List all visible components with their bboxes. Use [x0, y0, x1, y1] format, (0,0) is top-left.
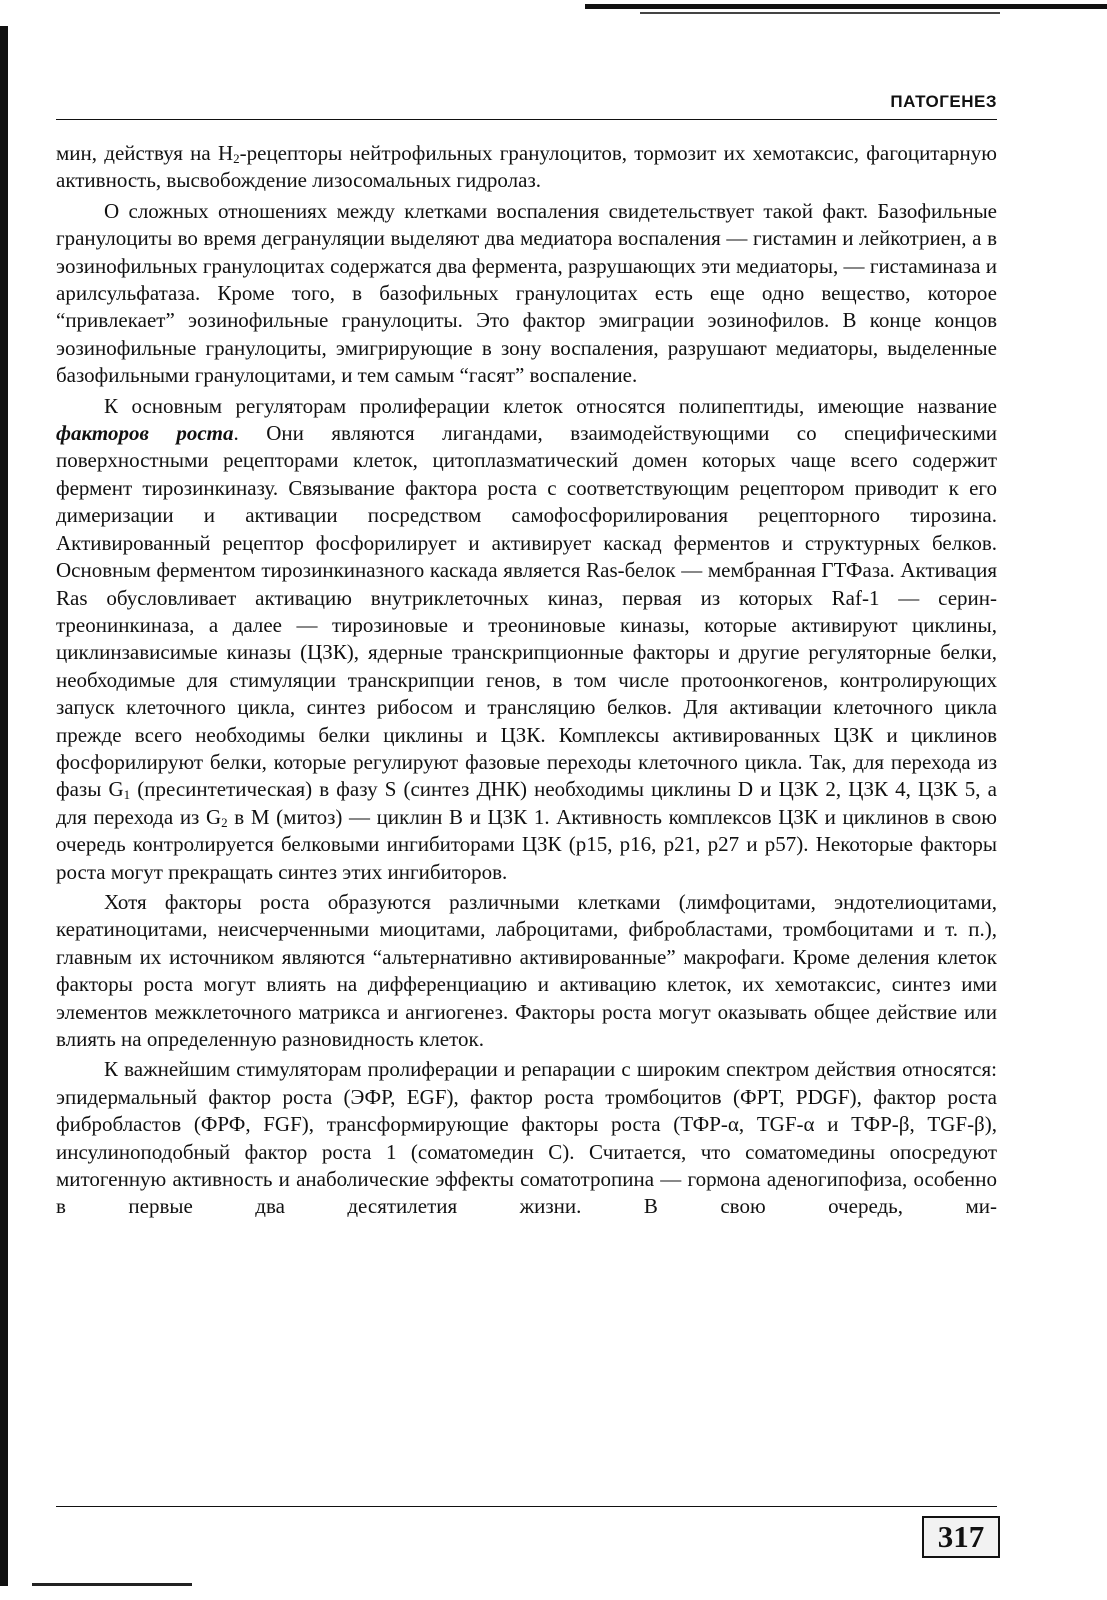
paragraph-3-text-c: (пресинтетическая) в фазу S (синтез ДНК) необходимы циклины D и ЦЗК 2, ЦЗК 4, ЦЗК 5, а для перехода из G	[56, 777, 997, 829]
paragraph-3-text-d: в M (митоз) — циклин B и ЦЗК 1. Активность комплексов ЦЗК и циклинов в свою очередь контролируется белковыми ингибиторами ЦЗК (p15, p16, p21, p27 и p57). Некоторые факторы роста могут прекращать синтез этих ингибиторов.	[56, 804, 997, 884]
paragraph-4: Хотя факторы роста образуются различными клетками (лимфоцитами, эндотелиоцитами, кератиноцитами, неисчерченными миоцитами, лаброцитами, фибробластами, тромбоцитами и т. п.), главным их источником являются “альтернативно активированные” макрофаги. Кроме деления клеток факторы роста могут влиять на дифференциацию и активацию клеток, их хемотаксис, синтез ими элементов межклеточного матрикса и ангиогенез. Факторы роста могут оказывать общее действие или влиять на определенную разновидность клеток.	[56, 889, 997, 1051]
paragraph-3-text-b: . Они являются лигандами, взаимодействующими со специфическими поверхностными рецепторами клеток, цитоплазматический домен которых чаще всего содержит фермент тирозинкиназу. Связывание фактора роста с соответствующим рецептором приводит к его димеризации и активации посредством самофосфорилирования рецепторного тирозина. Активированный рецептор фосфорилирует и активирует каскад ферментов и структурных белков. Основным ферментом тирозинкиназного каскада является Ras-белок — мембранная ГТФаза. Активация Ras обусловливает активацию внутриклеточных киназ, первая из которых Raf-1 — серин-треонинкиназа, а далее — тирозиновые и треониновые киназы, которые активируют циклины, циклинзависимые киназы (ЦЗК), ядерные транскрипционные факторы и другие регуляторные белки, необходимые для стимуляции транскрипции генов, в том числе протоонкогенов, контролирующих запуск клеточного цикла, синтез рибосом и трансляцию белков. Для активации клеточного цикла прежде всего необходимы белки циклины и ЦЗК. Комплексы активированных ЦЗК и циклинов фосфорилируют белки, которые регулируют фазовые переходы клеточного цикла. Так, для перехода из фазы G	[56, 421, 998, 802]
paragraph-5: К важнейшим стимуляторам пролиферации и репарации с широким спектром действия относятся: эпидермальный фактор роста (ЭФР, EGF), фактор роста тромбоцитов (ФРТ, PDGF), фактор роста фибробластов (ФРФ, FGF), трансформирующие факторы роста (ТФР-α, TGF-α и ТФР-β, TGF-β), инсулиноподобный фактор роста 1 (соматомедин C). Считается, что соматомедины опосредуют митогенную активность и анаболические эффекты соматотропина — гормона аденогипофиза, особенно в первые два десятилетия жизни. В свою очередь, ми-	[56, 1057, 997, 1219]
subscript-2: 2	[233, 151, 240, 166]
footer-rule	[56, 1506, 997, 1507]
paragraph-1	[56, 140, 997, 195]
subscript-g1: 1	[123, 787, 131, 803]
term-growth-factors: факторов роста	[56, 421, 234, 446]
header-rule	[56, 119, 997, 120]
running-head: ПАТОГЕНЕЗ	[890, 92, 997, 111]
scan-edge-top	[585, 4, 1107, 9]
paragraph-2: О сложных отношениях между клетками воспаления свидетельствует такой факт. Базофильные гранулоциты во время дегрануляции выделяют два медиатора воспаления — гистамин и лейкотриен, а в эозинофильных гранулоцитах содержатся два фермента, разрушающих эти медиаторы, — гистаминаза и арилсульфатаза. Кроме того, в базофильных гранулоцитах есть еще одно вещество, которое “привлекает” эозинофильные гранулоциты. Это фактор эмиграции эозинофилов. В конце концов эозинофильные гранулоциты, эмигрирующие в зону воспаления, разрушают медиаторы, выделенные базофильными гранулоцитами, и тем самым “гасят” воспаление.	[56, 198, 997, 388]
page-body	[56, 140, 997, 1224]
subscript-g2: 2	[221, 814, 228, 830]
paragraph-3-text-a: К основным регуляторам пролиферации клеток относятся полипептиды, имеющие название	[104, 393, 997, 418]
paragraph-3	[56, 393, 997, 886]
scan-edge-bottom	[32, 1583, 192, 1586]
paragraph-1-rest: -рецепторы нейтрофильных гранулоцитов, тормозит их хемотаксис, фагоцитарную активность, высвобождение лизосомальных гидролаз.	[56, 141, 997, 193]
scan-edge-left	[0, 26, 8, 1586]
paragraph-1-text: мин, действуя на H	[56, 141, 234, 165]
page-number: 317	[922, 1516, 1000, 1558]
scan-edge-top-thin	[640, 12, 1000, 14]
